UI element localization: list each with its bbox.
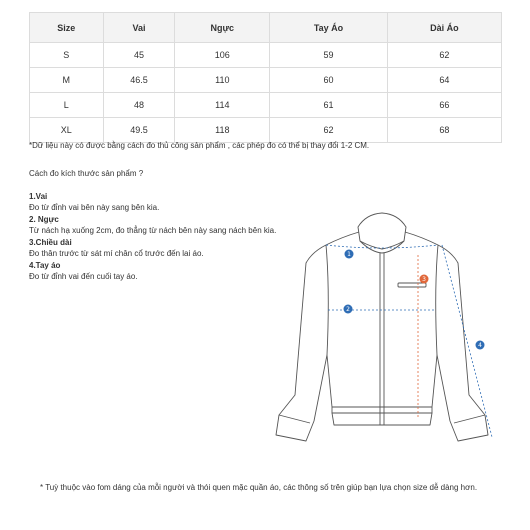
jacket-collar-band [360,241,404,253]
jacket-zipper [380,253,384,425]
jacket-armhole-left [326,245,328,355]
step-title-chest: 2. Ngực [29,214,59,224]
svg-text:2: 2 [346,306,350,314]
table-cell: M [30,68,104,93]
table-row [30,43,502,68]
svg-text:3: 3 [422,276,426,284]
column-header: Dài Áo [387,13,501,43]
jacket-chest-pocket [398,283,426,287]
step-text-sleeve: Đo từ đỉnh vai đến cuối tay áo. [29,272,138,281]
step-text-chest: Từ nách hạ xuống 2cm, đo thẳng từ nách bên này sang nách bên kia. [29,226,277,235]
table-cell: 66 [387,93,501,118]
table-cell: L [30,93,104,118]
table-cell: 62 [387,43,501,68]
table-cell: 64 [387,68,501,93]
table-cell: 45 [103,43,175,68]
column-header: Ngực [175,13,270,43]
footer-note: * Tuỳ thuộc vào fom dáng của mỗi người và thói quen mặc quần áo, các thông số trên giúp bạn lựa chọn size dễ dàng hơn. [40,483,478,492]
sleeve-measure-line [442,245,492,437]
table-cell: 68 [387,118,501,143]
table-cell: 62 [270,118,387,143]
table-row [30,118,502,143]
jacket-collar [358,213,406,249]
table-cell: 49.5 [103,118,175,143]
table-cell: 114 [175,93,270,118]
marker-1 [345,250,354,259]
guide-title: Cách đo kích thước sản phẩm ? [29,169,144,178]
table-cell: 118 [175,118,270,143]
jacket-cuff-left [279,415,310,423]
marker-3 [420,275,429,284]
table-cell: 59 [270,43,387,68]
measurement-note: *Dữ liệu này có được bằng cách đo thủ công sản phẩm , các phép đo có thể bị thay đổi 1-2 CM. [29,141,370,150]
marker-2 [344,305,353,314]
table-row [30,93,502,118]
step-text-length: Đo thân trước từ sát mí chân cổ trước đến lai áo. [29,249,204,258]
shoulder-measure-line [326,245,438,248]
svg-text:1: 1 [347,251,351,259]
column-header: Size [30,13,104,43]
jacket-cuff-right [454,415,485,423]
step-text-shoulder: Đo từ đỉnh vai bên này sang bên kia. [29,203,160,212]
column-header: Tay Áo [270,13,387,43]
size-table [29,12,502,143]
table-cell: 110 [175,68,270,93]
step-title-sleeve: 4.Tay áo [29,260,61,270]
table-cell: 48 [103,93,175,118]
jacket-body-outline [276,232,488,441]
step-title-length: 3.Chiều dài [29,237,72,247]
jacket-armhole-right [436,245,438,355]
table-header-row [30,13,502,43]
marker-4 [476,341,485,350]
jacket-hem-band-bottom [332,413,432,425]
table-cell: 60 [270,68,387,93]
measurement-guides [326,245,492,437]
jacket-diagram [262,205,502,445]
table-cell: XL [30,118,104,143]
table-cell: 61 [270,93,387,118]
table-cell: S [30,43,104,68]
measuring-guide [29,168,279,283]
svg-text:4: 4 [478,342,482,350]
step-title-shoulder: 1.Vai [29,191,48,201]
table-cell: 46.5 [103,68,175,93]
table-row [30,68,502,93]
table-cell: 106 [175,43,270,68]
column-header: Vai [103,13,175,43]
